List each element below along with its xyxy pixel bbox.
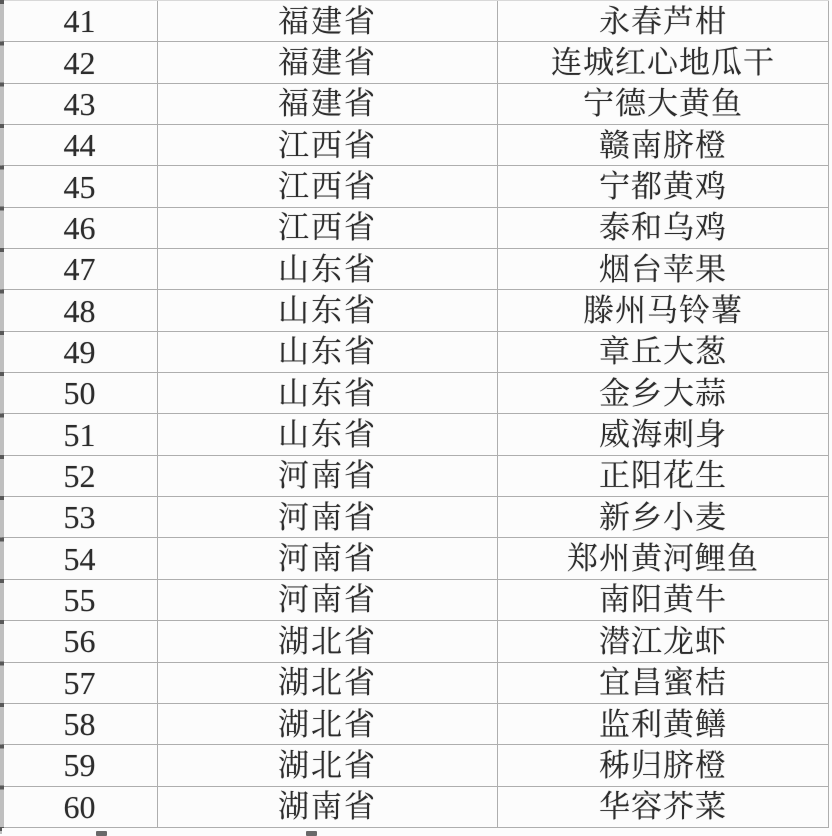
province-cell: 山东省 (158, 290, 498, 331)
province-cell: 湖北省 (158, 745, 498, 786)
specialty-cell: 烟台苹果 (498, 249, 829, 290)
specialty-cell: 宁都黄鸡 (498, 166, 829, 207)
specialty-cell: 潜江龙虾 (498, 621, 829, 662)
specialty-cell: 连城红心地瓜干 (498, 42, 829, 83)
row-number-cell: 57 (2, 663, 158, 704)
specialty-cell: 威海刺身 (498, 414, 829, 455)
row-number-cell: 50 (2, 373, 158, 414)
province-cell: 福建省 (158, 42, 498, 83)
province-cell: 湖南省 (158, 787, 498, 828)
province-cell: 福建省 (158, 84, 498, 125)
row-number-cell: 58 (2, 704, 158, 745)
province-cell: 山东省 (158, 373, 498, 414)
specialty-cell: 宁德大黄鱼 (498, 84, 829, 125)
specialty-cell: 金乡大蒜 (498, 373, 829, 414)
specialty-cell: 正阳花生 (498, 456, 829, 497)
province-cell: 福建省 (158, 1, 498, 42)
row-number-cell: 49 (2, 332, 158, 373)
province-cell: 江西省 (158, 125, 498, 166)
row-number-cell: 42 (2, 42, 158, 83)
clipped-glyph-mark (306, 831, 317, 836)
specialty-cell: 章丘大葱 (498, 332, 829, 373)
specialty-cell: 宜昌蜜桔 (498, 663, 829, 704)
specialty-cell: 南阳黄牛 (498, 580, 829, 621)
clipped-glyph-mark (96, 831, 107, 836)
province-cell: 河南省 (158, 456, 498, 497)
province-cell: 山东省 (158, 249, 498, 290)
row-number-cell: 45 (2, 166, 158, 207)
specialty-cell: 新乡小麦 (498, 497, 829, 538)
row-number-cell: 52 (2, 456, 158, 497)
table-left-border (0, 0, 4, 834)
row-number-cell: 55 (2, 580, 158, 621)
province-cell: 河南省 (158, 580, 498, 621)
row-number-cell: 53 (2, 497, 158, 538)
row-number-cell: 44 (2, 125, 158, 166)
province-cell: 山东省 (158, 332, 498, 373)
province-cell: 河南省 (158, 497, 498, 538)
specialty-cell: 泰和乌鸡 (498, 208, 829, 249)
row-number-cell: 51 (2, 414, 158, 455)
specialty-cell: 郑州黄河鲤鱼 (498, 538, 829, 579)
specialty-cell: 赣南脐橙 (498, 125, 829, 166)
row-number-cell: 54 (2, 538, 158, 579)
province-cell: 江西省 (158, 208, 498, 249)
specialty-cell: 华容芥菜 (498, 787, 829, 828)
row-number-cell: 46 (2, 208, 158, 249)
specialty-cell: 滕州马铃薯 (498, 290, 829, 331)
province-cell: 湖北省 (158, 621, 498, 662)
row-number-cell: 43 (2, 84, 158, 125)
row-number-cell: 60 (2, 787, 158, 828)
province-cell: 江西省 (158, 166, 498, 207)
province-cell: 湖北省 (158, 704, 498, 745)
specialty-cell: 永春芦柑 (498, 1, 829, 42)
row-number-cell: 48 (2, 290, 158, 331)
province-cell: 河南省 (158, 538, 498, 579)
row-number-cell: 56 (2, 621, 158, 662)
specialty-cell: 秭归脐橙 (498, 745, 829, 786)
row-number-cell: 41 (2, 1, 158, 42)
specialty-table (2, 0, 829, 828)
row-number-cell: 59 (2, 745, 158, 786)
row-number-cell: 47 (2, 249, 158, 290)
specialty-cell: 监利黄鳝 (498, 704, 829, 745)
partial-next-row (2, 828, 829, 836)
province-cell: 山东省 (158, 414, 498, 455)
province-cell: 湖北省 (158, 663, 498, 704)
